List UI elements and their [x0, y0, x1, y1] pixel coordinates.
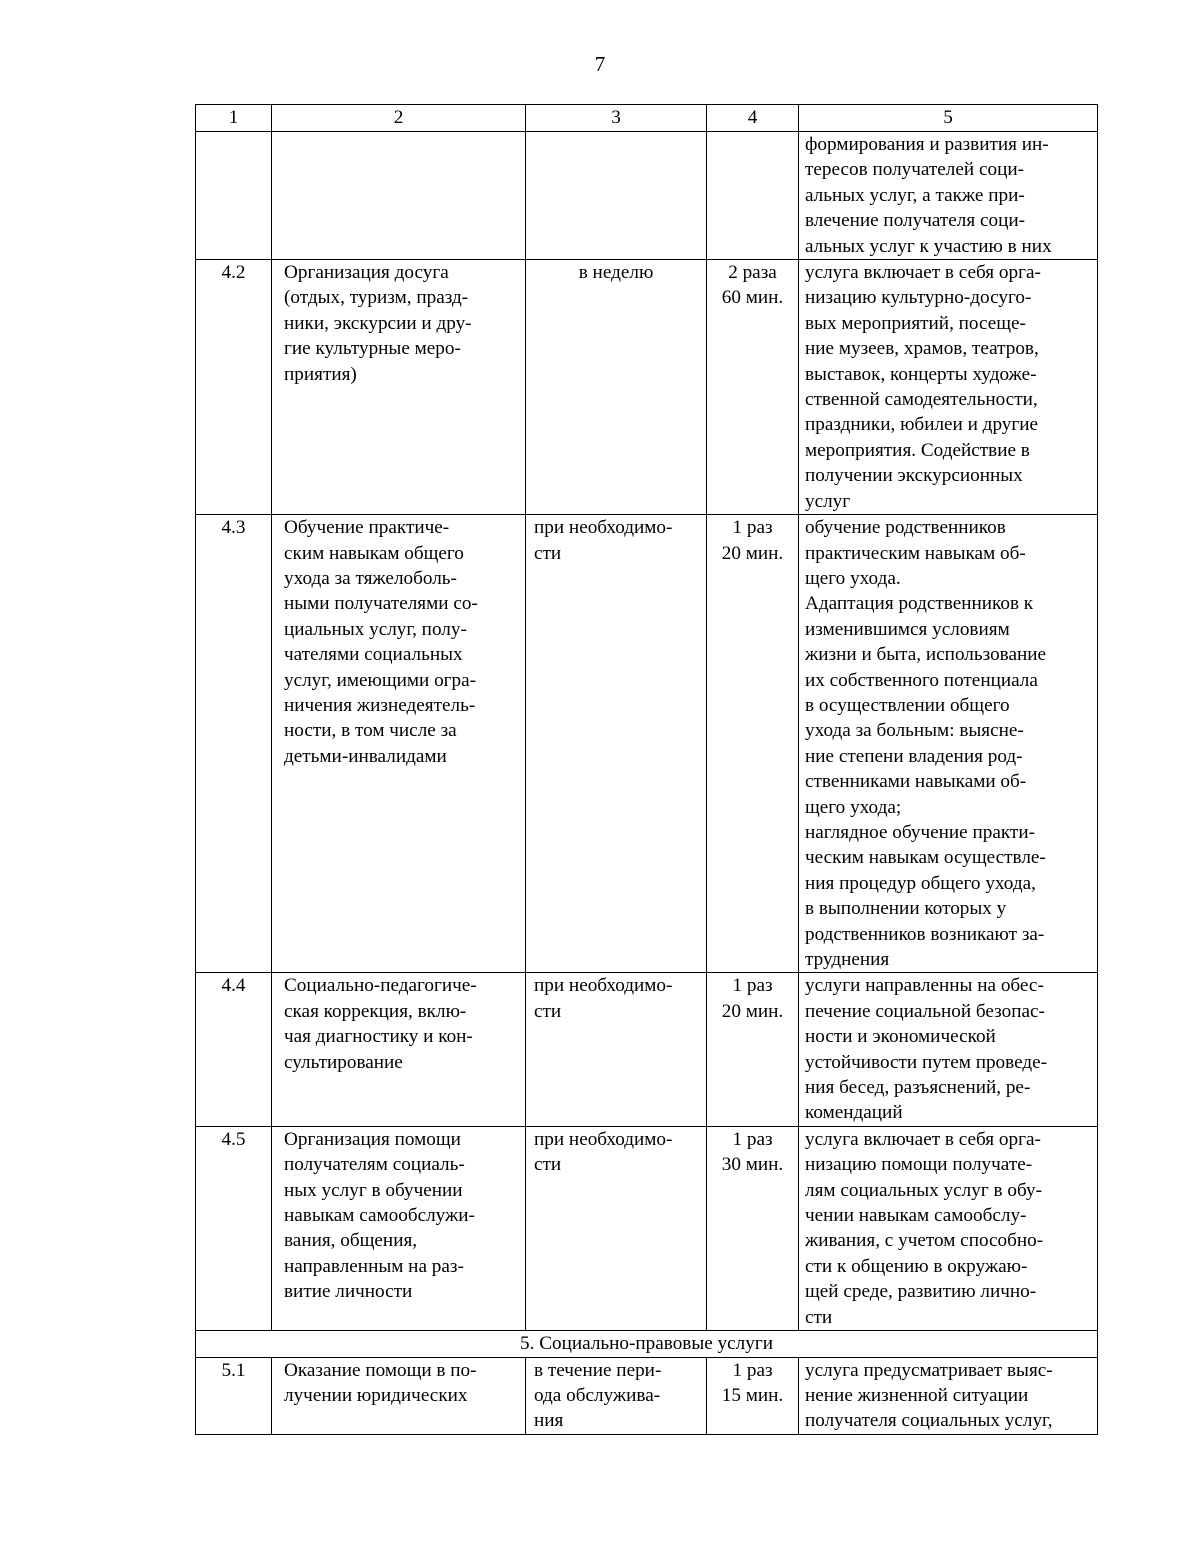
- service-name: [272, 260, 526, 515]
- service-frequency-line: в течение пери-: [534, 1359, 662, 1381]
- service-name-line: лучении юридических: [284, 1384, 468, 1406]
- service-name-line: ности, в том числе за: [284, 720, 457, 742]
- service-description-line: чении навыкам самообслу-: [805, 1205, 1027, 1227]
- service-description: [799, 132, 1098, 260]
- service-description-line: нение жизненной ситуации: [805, 1384, 1029, 1406]
- service-name-line: Организация досуга: [284, 262, 449, 284]
- service-name-line: Оказание помощи в по-: [284, 1359, 477, 1381]
- service-frequency-line: сти: [534, 1000, 562, 1022]
- table-row: [196, 1126, 1098, 1330]
- column-header: 1: [196, 105, 272, 132]
- service-amount-line: 20 мин.: [721, 542, 784, 564]
- service-name-line: циальных услуг, полу-: [284, 618, 467, 640]
- service-description-line: альных услуг, а также при-: [805, 184, 1025, 206]
- service-description-line: ние музеев, храмов, театров,: [805, 338, 1039, 360]
- service-name-line: витие личности: [284, 1281, 413, 1303]
- service-description-line: лям социальных услуг в обу-: [805, 1179, 1042, 1201]
- service-description-line: их собственного потенциала: [805, 669, 1038, 691]
- header-row: [196, 105, 1098, 132]
- service-description-line: сти: [805, 1306, 833, 1328]
- service-name-line: (отдых, туризм, празд-: [284, 287, 469, 309]
- service-amount: [707, 1126, 799, 1330]
- service-name-line: ским навыкам общего: [284, 542, 464, 564]
- service-description: [799, 260, 1098, 515]
- service-frequency-line: ода обслужива-: [534, 1384, 661, 1406]
- column-header: 2: [272, 105, 526, 132]
- service-description-line: формирования и развития ин-: [805, 134, 1049, 155]
- service-amount-line: 1 раз: [732, 1128, 773, 1150]
- service-description-line: щего ухода;: [805, 796, 902, 818]
- service-amount: [707, 1357, 799, 1434]
- service-amount: [707, 515, 799, 973]
- service-name-line: вания, общения,: [284, 1230, 418, 1252]
- service-description: [799, 515, 1098, 973]
- service-description-line: обучение родственников: [805, 517, 1006, 539]
- service-description-line: устойчивости путем проведе-: [805, 1051, 1048, 1073]
- service-amount-line: 1 раз: [732, 975, 773, 997]
- service-description-line: ния процедур общего ухода,: [805, 872, 1036, 894]
- column-header: 4: [707, 105, 799, 132]
- service-description-line: получении экскурсионных: [805, 465, 1023, 487]
- service-description-line: получателя социальных услуг,: [805, 1410, 1053, 1432]
- service-frequency: [526, 132, 707, 260]
- row-number: 4.5: [196, 1126, 272, 1330]
- service-frequency: [526, 1126, 707, 1330]
- service-frequency-line: при необходимо-: [534, 1128, 673, 1150]
- table-row: [196, 260, 1098, 515]
- service-description-line: жизни и быта, использование: [805, 644, 1047, 666]
- service-description-line: сти к общению в окружаю-: [805, 1255, 1028, 1277]
- service-description-line: в осуществлении общего: [805, 694, 1010, 716]
- table-row: [196, 132, 1098, 260]
- service-description-line: ственниками навыками об-: [805, 771, 1027, 793]
- row-number: 4.4: [196, 973, 272, 1126]
- service-description-line: в выполнении которых у: [805, 898, 1007, 920]
- service-frequency-line: сти: [534, 1154, 562, 1176]
- table-row: [196, 1357, 1098, 1434]
- service-name-line: услуг, имеющими огра-: [284, 669, 477, 691]
- section-row: [196, 1331, 1098, 1357]
- row-number: [196, 132, 272, 260]
- service-description-line: живания, с учетом способно-: [805, 1230, 1044, 1252]
- service-description-line: труднения: [805, 949, 890, 970]
- page-number: 7: [594, 52, 606, 76]
- service-amount-line: 1 раз: [732, 1359, 773, 1381]
- column-header: 3: [526, 105, 707, 132]
- row-number: 4.3: [196, 515, 272, 973]
- service-description-line: Адаптация родственников к: [805, 593, 1034, 615]
- service-description-line: альных услуг к участию в них: [805, 235, 1052, 257]
- service-description-line: щей среде, развитию лично-: [805, 1281, 1037, 1303]
- service-amount-line: 60 мин.: [721, 287, 784, 309]
- service-description: [799, 973, 1098, 1126]
- service-amount-line: 2 раза: [728, 262, 777, 284]
- service-name: [272, 1357, 526, 1434]
- service-name-line: навыкам самообслужи-: [284, 1205, 475, 1227]
- service-name: [272, 1126, 526, 1330]
- service-name: [272, 132, 526, 260]
- service-amount: [707, 260, 799, 515]
- service-name-line: гие культурные меро-: [284, 338, 461, 360]
- service-name-line: Социально-педагогиче-: [284, 975, 477, 997]
- service-name-line: ничения жизнедеятель-: [284, 694, 476, 716]
- service-description-line: ческим навыкам осуществле-: [805, 847, 1046, 869]
- service-description-line: наглядное обучение практи-: [805, 821, 1035, 843]
- service-name-line: ных услуг в обучении: [284, 1179, 463, 1201]
- service-name-line: сультирование: [284, 1051, 403, 1073]
- column-header: 5: [799, 105, 1098, 132]
- service-description-line: родственников возникают за-: [805, 923, 1045, 945]
- service-name-line: ники, экскурсии и дру-: [284, 312, 472, 334]
- service-description-line: услуги направленны на обес-: [805, 975, 1044, 997]
- service-amount: [707, 973, 799, 1126]
- service-frequency-line: в неделю: [578, 262, 654, 284]
- service-amount-line: 20 мин.: [721, 1000, 784, 1022]
- service-description-line: ственной самодеятельности,: [805, 389, 1038, 411]
- service-name-line: ными получателями со-: [284, 593, 478, 615]
- service-description-line: праздники, юбилеи и другие: [805, 414, 1039, 436]
- service-description-line: ние степени владения род-: [805, 745, 1023, 767]
- service-name: [272, 973, 526, 1126]
- service-description-line: печение социальной безопас-: [805, 1000, 1045, 1022]
- service-frequency-line: ния: [534, 1410, 564, 1432]
- service-name-line: получателям социаль-: [284, 1154, 465, 1176]
- section-title: 5. Социально-правовые услуги: [196, 1331, 1098, 1357]
- service-description-line: услуга включает в себя орга-: [805, 262, 1041, 284]
- service-description-line: вых мероприятий, посеще-: [805, 312, 1026, 334]
- service-frequency-line: при необходимо-: [534, 975, 673, 997]
- table-row: [196, 973, 1098, 1126]
- service-description-line: выставок, концерты художе-: [805, 363, 1037, 385]
- service-name-line: чателями социальных: [284, 644, 463, 666]
- service-description-line: изменившимся условиям: [805, 618, 1010, 640]
- service-name-line: Организация помощи: [284, 1128, 461, 1150]
- service-name-line: детьми-инвалидами: [284, 745, 447, 767]
- service-description-line: ности и экономической: [805, 1026, 996, 1048]
- service-frequency: [526, 260, 707, 515]
- service-description-line: комендаций: [805, 1102, 903, 1124]
- service-amount-line: 30 мин.: [721, 1154, 784, 1176]
- table-row: [196, 515, 1098, 973]
- service-amount: [707, 132, 799, 260]
- service-description-line: практическим навыкам об-: [805, 542, 1026, 564]
- service-description: [799, 1126, 1098, 1330]
- service-description-line: ухода за больным: выясне-: [805, 720, 1024, 742]
- service-amount-line: 1 раз: [732, 517, 773, 539]
- service-frequency: [526, 1357, 707, 1434]
- services-table: [195, 104, 1098, 1435]
- service-description-line: услуга включает в себя орга-: [805, 1128, 1041, 1150]
- service-description-line: мероприятия. Содействие в: [805, 439, 1030, 461]
- service-description-line: ния бесед, разъяснений, ре-: [805, 1077, 1031, 1099]
- service-description-line: услуга предусматривает выяс-: [805, 1359, 1053, 1381]
- service-description: [799, 1357, 1098, 1434]
- service-name-line: направленным на раз-: [284, 1255, 464, 1277]
- service-description-line: тересов получателей соци-: [805, 159, 1024, 181]
- service-amount-line: 15 мин.: [721, 1384, 784, 1406]
- service-name-line: ухода за тяжелоболь-: [284, 567, 457, 589]
- service-name-line: приятия): [284, 363, 357, 385]
- service-description-line: влечение получателя соци-: [805, 210, 1026, 232]
- service-name-line: чая диагностику и кон-: [284, 1026, 473, 1048]
- service-frequency: [526, 973, 707, 1126]
- row-number: 4.2: [196, 260, 272, 515]
- service-name: [272, 515, 526, 973]
- service-frequency: [526, 515, 707, 973]
- service-frequency-line: сти: [534, 542, 562, 564]
- service-description-line: щего ухода.: [805, 567, 901, 589]
- service-description-line: низацию культурно-досуго-: [805, 287, 1032, 309]
- service-name-line: Обучение практиче-: [284, 517, 450, 539]
- service-name-line: ская коррекция, вклю-: [284, 1000, 467, 1022]
- service-description-line: низацию помощи получате-: [805, 1154, 1033, 1176]
- service-description-line: услуг: [805, 490, 851, 512]
- row-number: 5.1: [196, 1357, 272, 1434]
- service-frequency-line: при необходимо-: [534, 517, 673, 539]
